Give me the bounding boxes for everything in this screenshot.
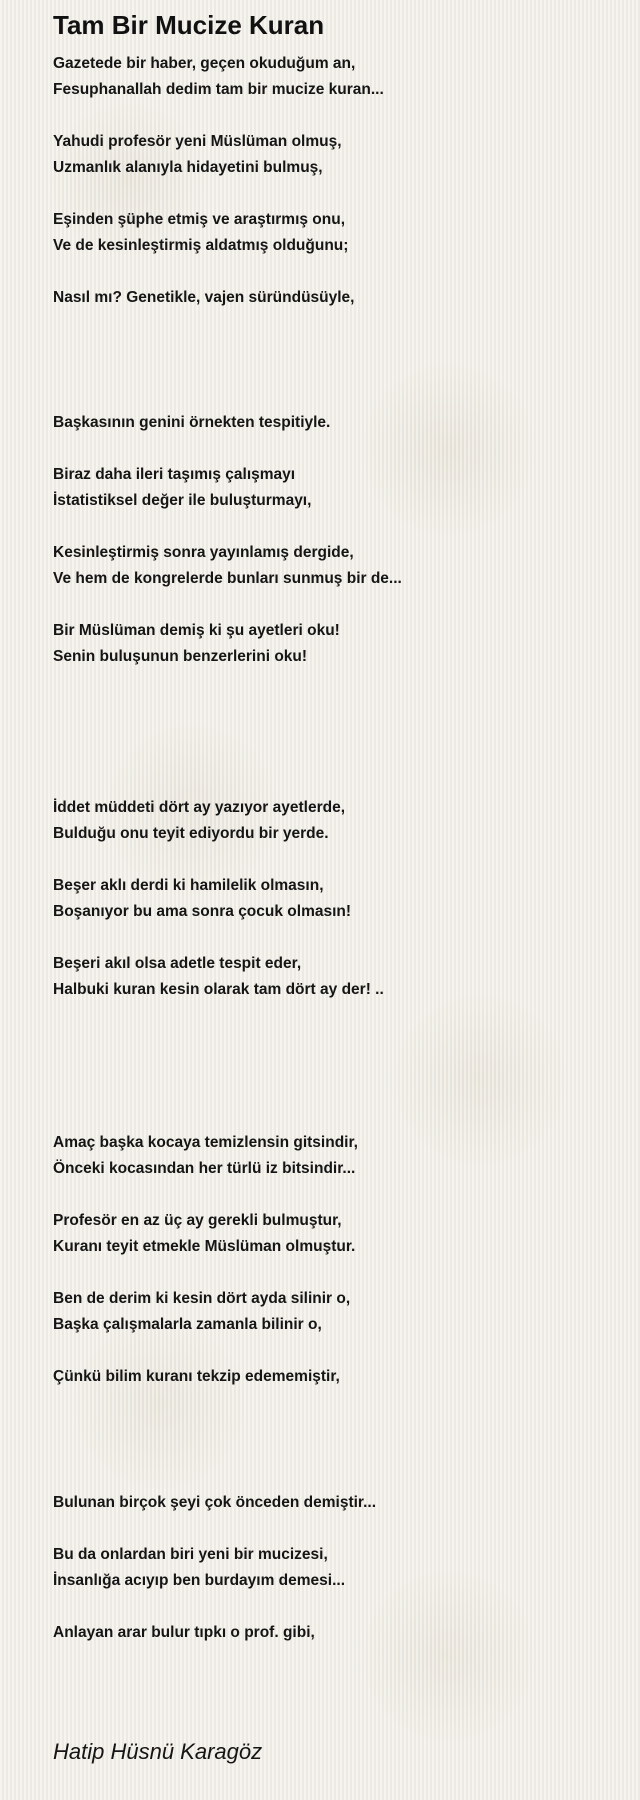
poem-line: Biraz daha ileri taşımış çalışmayı xyxy=(53,466,296,483)
poem-line: Çünkü bilim kuranı tekzip edememiştir, xyxy=(53,1368,340,1385)
poem-line: Amaç başka kocaya temizlensin gitsindir, xyxy=(53,1134,358,1151)
poem-line: Bir Müslüman demiş ki şu ayetleri oku! xyxy=(53,622,340,639)
poem-line: İstatistiksel değer ile buluşturmayı, xyxy=(53,492,312,509)
poem-line: Ben de derim ki kesin dört ayda silinir o, xyxy=(53,1290,351,1307)
poem-line: Bu da onlardan biri yeni bir mucizesi, xyxy=(53,1546,328,1563)
poem-line: Beşeri akıl olsa adetle tespit eder, xyxy=(53,955,302,972)
poem-line: Bulduğu onu teyit ediyordu bir yerde. xyxy=(53,825,329,842)
poem-line: Bulunan birçok şeyi çok önceden demiştir... xyxy=(53,1494,377,1511)
poem-line: İnsanlığa acıyıp ben burdayım demesi... xyxy=(53,1572,346,1589)
poem-line: Kesinleştirmiş sonra yayınlamış dergide, xyxy=(53,544,354,561)
poem-line: Ve de kesinleştirmiş aldatmış olduğunu; xyxy=(53,237,349,254)
poem-line: Fesuphanallah dedim tam bir mucize kuran... xyxy=(53,81,384,98)
poem-line: Ve hem de kongrelerde bunları sunmuş bir de... xyxy=(53,570,402,587)
poem-line: Başkasının genini örnekten tespitiyle. xyxy=(53,414,331,431)
poem-line: Kuranı teyit etmekle Müslüman olmuştur. xyxy=(53,1238,356,1255)
poem-line: Profesör en az üç ay gerekli bulmuştur, xyxy=(53,1212,342,1229)
poem-line: Halbuki kuran kesin olarak tam dört ay der! .. xyxy=(53,981,384,998)
poem-line: Nasıl mı? Genetikle, vajen süründüsüyle, xyxy=(53,289,355,306)
poem-line: İddet müddeti dört ay yazıyor ayetlerde, xyxy=(53,799,345,816)
poem-line: Başka çalışmalarla zamanla bilinir o, xyxy=(53,1316,322,1333)
poem-title: Tam Bir Mucize Kuran xyxy=(53,10,325,40)
poem-line: Uzmanlık alanıyla hidayetini bulmuş, xyxy=(53,159,323,176)
poem-line: Önceki kocasından her türlü iz bitsindir... xyxy=(53,1160,356,1177)
poem-line: Boşanıyor bu ama sonra çocuk olmasın! xyxy=(53,903,352,920)
poem-line: Anlayan arar bulur tıpkı o prof. gibi, xyxy=(53,1624,315,1641)
author-signature: Hatip Hüsnü Karagöz xyxy=(53,1739,263,1764)
poem-line: Beşer aklı derdi ki hamilelik olmasın, xyxy=(53,877,324,894)
poem-line: Yahudi profesör yeni Müslüman olmuş, xyxy=(53,133,342,150)
poem-line: Senin buluşunun benzerlerini oku! xyxy=(53,648,308,665)
poem-line: Eşinden şüphe etmiş ve araştırmış onu, xyxy=(53,211,346,228)
poem-line: Gazetede bir haber, geçen okuduğum an, xyxy=(53,55,356,72)
